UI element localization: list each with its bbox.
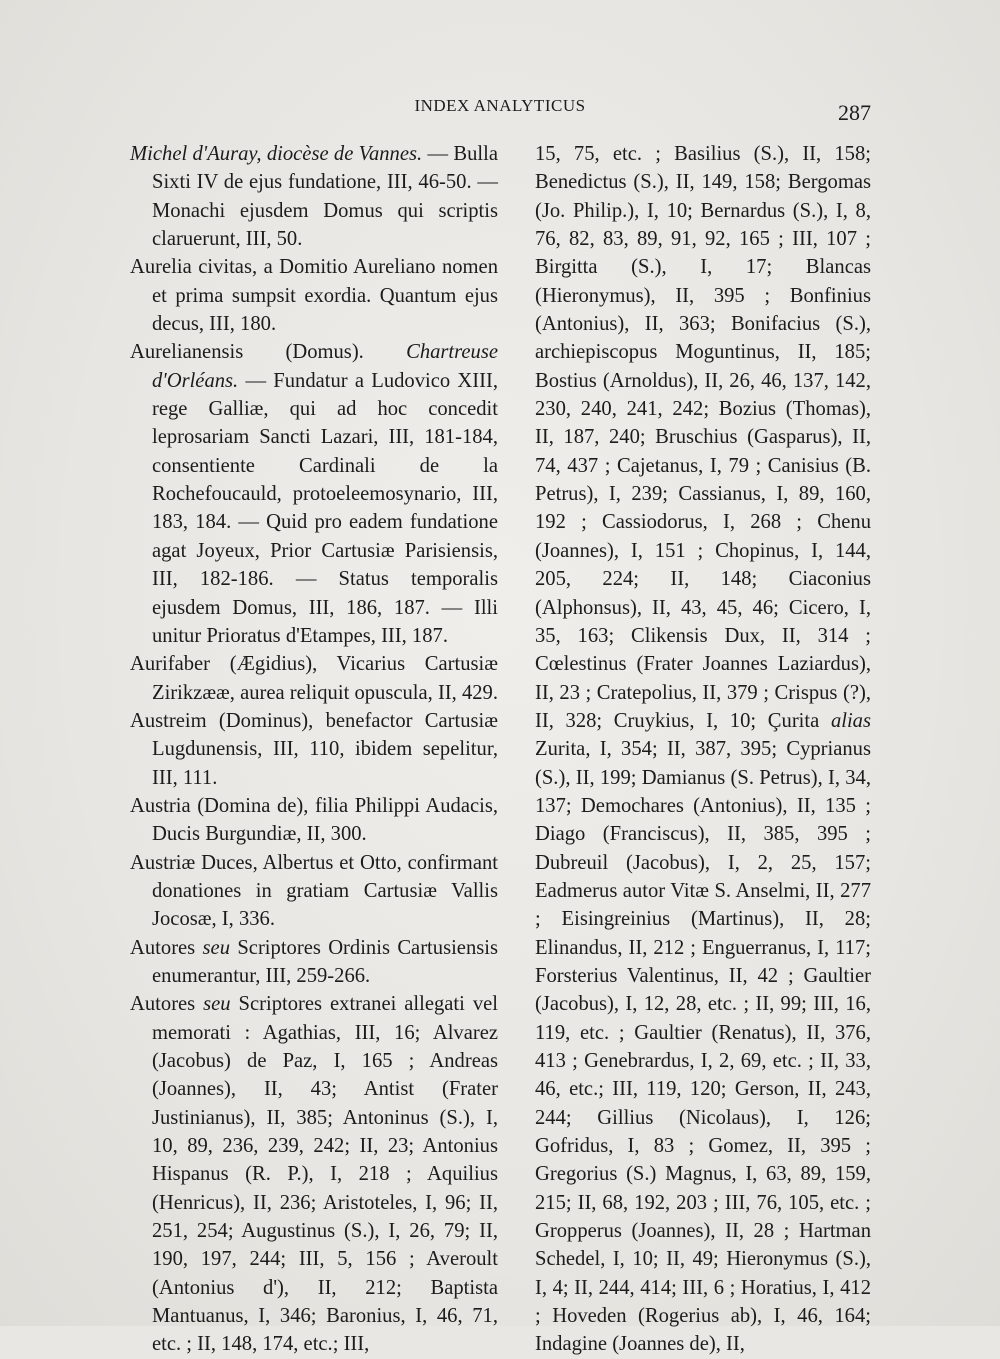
entry-text: — Bulla Sixti IV de ejus fundatione, III, 46-50. — Monachi ejusdem Domus qui scriptis claruerunt, III, 50.: [152, 143, 498, 251]
index-entry-austreim: Austreim (Dominus), benefactor Cartusiæ Lugdunensis, III, 110, ibidem sepelitur, III, 111.: [130, 709, 498, 789]
entry-heading: Autores: [130, 936, 203, 959]
entry-italic: alias: [830, 709, 871, 732]
entry-text: Zurita, I, 354; II, 387, 395; Cyprianus (S.), II, 199; Damianus (S. Petrus), I, 34, 137; Demochares (Antonius), II, 135 ; Diago (Franciscus), II, 385, 395 ; Dubreuil (Jacobus), I, 2, 25, 157; Eadmerus autor Vitæ S. Anselmi, II, 277 ; Eisingreinius (Martinus), II, 28; Elinandus, II, 212 ; Enguerranus, I, 117; Forsterius Valentinus, II, 42 ; Gaultier (Jacobus), I, 12, 28, etc. ; II, 99; III, 16, 119, etc. ; Gaultier (Renatus), II, 376, 413 ; Genebrardus, I, 2, 69, etc. ; II, 33, 46, etc.; III, 119, 120; Gerson, II, 243, 244; Gillius (Nicolaus), I, 126; Gofridus, I, 83 ; Gomez, II, 395 ; Gregorius (S.) Magnus, I, 63, 89, 159, 215; II, 68, 192, 203 ; III, 76, 105, etc. ; Gropperus (Joannes), II, 28 ; Hartman Schedel, I, 10; II, 49; Hieronymus (S.), I, 4; II, 244, 414; III, 6 ; Horatius, I, 412 ; Hoveden (Rogerius ab), I, 46, 164; Indagine (Joannes de), II,: [535, 738, 871, 1356]
index-entry-aurifaber: Aurifaber (Ægidius), Vicarius Cartusiæ Zirikzææ, aurea reliquit opuscula, II, 429.: [130, 653, 498, 704]
index-entry-autores-extranei: [130, 990, 498, 1358]
entry-italic: seu: [203, 993, 231, 1016]
entry-italic: Chartreuse d'Orléans.: [152, 341, 498, 392]
index-entry-aurelianensis: [130, 338, 498, 650]
entry-text: Scriptores Ordinis Cartusiensis enumerantur, III, 259-266.: [152, 936, 498, 987]
entry-text: Scriptores extranei allegati vel memorati : Agathias, III, 16; Alvarez (Jacobus) de Paz, I, 165 ; Andreas (Joannes), II, 43; Antist (Frater Justinianus), II, 385; Antoninus (S.), I, 10, 89, 236, 239, 242; II, 23; Antonius Hispanus (R. P.), I, 218 ; Aquilius (Henricus), II, 236; Aristoteles, I, 96; II, 251, 254; Augustinus (S.), I, 26, 79; II, 190, 197, 244; III, 5, 156 ; Averoult (Antonius d'), II, 212; Baptista Mantuanus, I, 346; Baronius, I, 46, 71, etc. ; II, 148, 174, etc.; III,: [152, 993, 498, 1356]
index-entry-aurelia: Aurelia civitas, a Domitio Aureliano nomen et prima sumpsit exordia. Quantum ejus decus, III, 180.: [130, 256, 498, 336]
entry-heading: Aurelianensis (Domus).: [130, 341, 407, 364]
index-entry-michel-d-auray: [130, 140, 498, 253]
index-entry-austria: Austria (Domina de), filia Philippi Audacis, Ducis Burgundiæ, II, 300.: [130, 794, 498, 846]
index-entry-autores-ordinis: [130, 934, 498, 991]
index-entry-continued: [535, 140, 871, 1359]
index-entry-austriae-duces: Austriæ Duces, Albertus et Otto, confirmant donationes in gratiam Cartusiæ Vallis Jocosæ, I, 336.: [130, 851, 498, 931]
entry-text: — Fundatur a Ludovico XIII, rege Galliæ, qui ad hoc concedit leprosariam Sancti Lazari, III, 181-184, consentiente Cardinali de la Rochefoucauld, protoeleemosynario, III, 183, 184. — Quid pro eadem fundatione agat Joyeux, Prior Cartusiæ Parisiensis, III, 182-186. — Status temporalis ejusdem Domus, III, 186, 187. — Illi unitur Prioratus d'Etampes, III, 187.: [152, 369, 498, 647]
entry-italic: seu: [202, 936, 230, 959]
right-column: [535, 140, 871, 1359]
entry-heading: Michel d'Auray, diocèse de Vannes.: [130, 143, 423, 165]
running-title: INDEX ANALYTICUS: [414, 96, 586, 115]
left-column: [130, 140, 498, 1359]
page-number: 287: [838, 100, 871, 125]
entry-text: 15, 75, etc. ; Basilius (S.), II, 158; Benedictus (S.), II, 149, 158; Bergomas (Jo. Philip.), I, 10; Bernardus (S.), I, 8, 76, 82, 83, 89, 91, 92, 165 ; III, 107 ; Birgitta (S.), I, 17; Blancas (Hieronymus), II, 395 ; Bonfinius (Antonius), II, 363; Bonifacius (S.), archiepiscopus Moguntinus, II, 185; Bostius (Arnoldus), II, 26, 46, 137, 142, 230, 240, 241, 242; Bozius (Thomas), II, 187, 240; Bruschius (Gasparus), II, 74, 437 ; Cajetanus, I, 79 ; Canisius (B. Petrus), I, 239; Cassianus, I, 89, 160, 192 ; Cassiodorus, I, 268 ; Chenu (Joannes), I, 151 ; Chopinus, I, 144, 205, 224; II, 148; Ciaconius (Alphonsus), II, 43, 45, 46; Cicero, I, 35, 163; Clikensis Dux, II, 314 ; Cœlestinus (Frater Joannes Laziardus), II, 23 ; Cratepolius, II, 379 ; Crispus (?), II, 328; Cruykius, I, 10; Çurita: [535, 143, 871, 732]
entry-heading: Autores: [130, 993, 204, 1016]
